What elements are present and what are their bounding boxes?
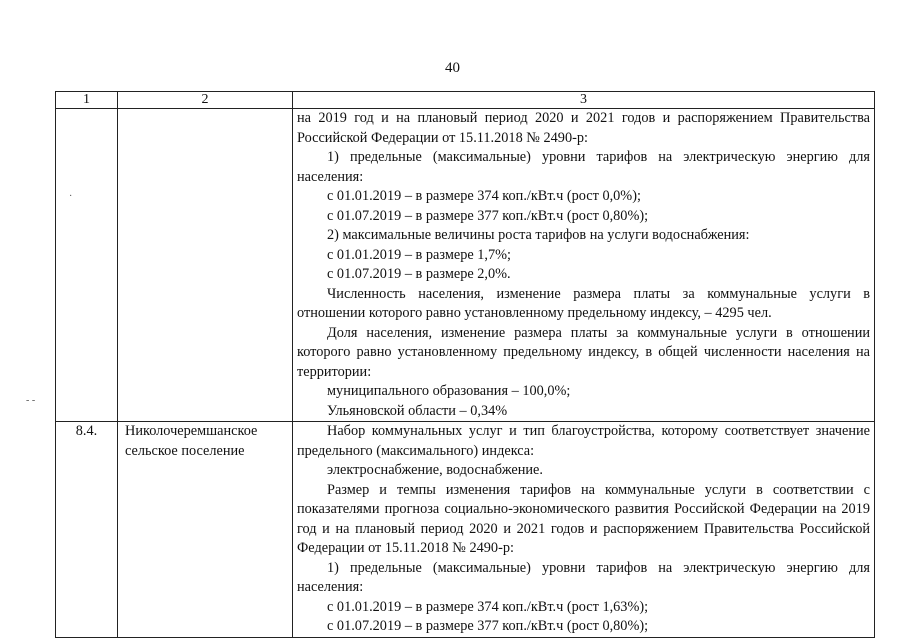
description-paragraph: с 01.01.2019 – в размере 1,7%;: [327, 246, 512, 263]
table-row: [56, 109, 875, 422]
description-paragraph: 2) максимальные величины роста тарифов на услуги водоснабжения:: [327, 227, 750, 243]
description-paragraph: электроснабжение, водоснабжение.: [327, 462, 543, 478]
description-paragraph: на 2019 год и на плановый период 2020 и 2021 годов и распоряжением Правительства Российской Федерации от 15.11.2018 № 2490-р:: [297, 110, 870, 146]
table-row: [56, 422, 875, 638]
description-paragraph: Ульяновской области – 0,34%: [327, 402, 508, 419]
description-paragraph: Набор коммунальных услуг и тип благоустройства, которому соответствует значение предельного (максимального) индекса:: [297, 423, 870, 459]
description-paragraph: Доля населения, изменение размера платы за коммунальные услуги в отношении которого равно установленному предельному индексу, в общей численности населения на территории:: [297, 324, 870, 380]
tariff-table: [55, 91, 875, 638]
description-paragraph: с 01.07.2019 – в размере 377 коп./кВт.ч (рост 0,80%);: [327, 207, 649, 224]
page-number: 40: [445, 60, 460, 76]
row-number-cell: 8.4.: [56, 422, 118, 638]
header-cell-1: 1: [56, 92, 118, 109]
description-paragraph: 1) предельные (максимальные) уровни тарифов на электрическую энергию для населения:: [297, 149, 870, 185]
description-paragraph: с 01.01.2019 – в размере 374 коп./кВт.ч (рост 0,0%);: [327, 188, 641, 204]
table-header-row: [56, 92, 875, 109]
scan-mark: ·: [69, 191, 73, 202]
description-paragraph: с 01.01.2019 – в размере 374 коп./кВт.ч (рост 1,63%);: [327, 598, 649, 615]
description-paragraph: с 01.07.2019 – в размере 377 коп./кВт.ч (рост 0,80%);: [327, 618, 649, 634]
settlement-name-cell: Николочеремшанское сельское поселение: [118, 422, 293, 638]
scan-mark: - -: [26, 395, 36, 406]
description-paragraph: Численность населения, изменение размера платы за коммунальные услуги в отношении которого равно установленному предельному индексу, – 4295 чел.: [297, 285, 870, 321]
description-paragraph: муниципального образования – 100,0%;: [327, 383, 571, 399]
header-cell-3: 3: [293, 92, 875, 109]
description-paragraph: Размер и темпы изменения тарифов на коммунальные услуги в соответствии с показателями прогноза социально-экономического развития Российской Федерации на 2019 год и на плановый период 2020 и 2021 годов и распоряжением Правительства Российской Федерации от 15.11.2018 № 2490-р:: [297, 481, 870, 556]
description-cell: [293, 109, 875, 422]
description-cell: [293, 422, 875, 638]
settlement-name-cell: [118, 109, 293, 422]
row-number-cell: [56, 109, 118, 422]
description-paragraph: 1) предельные (максимальные) уровни тарифов на электрическую энергию для населения:: [297, 559, 870, 595]
header-cell-2: 2: [118, 92, 293, 109]
description-paragraph: с 01.07.2019 – в размере 2,0%.: [327, 266, 511, 282]
